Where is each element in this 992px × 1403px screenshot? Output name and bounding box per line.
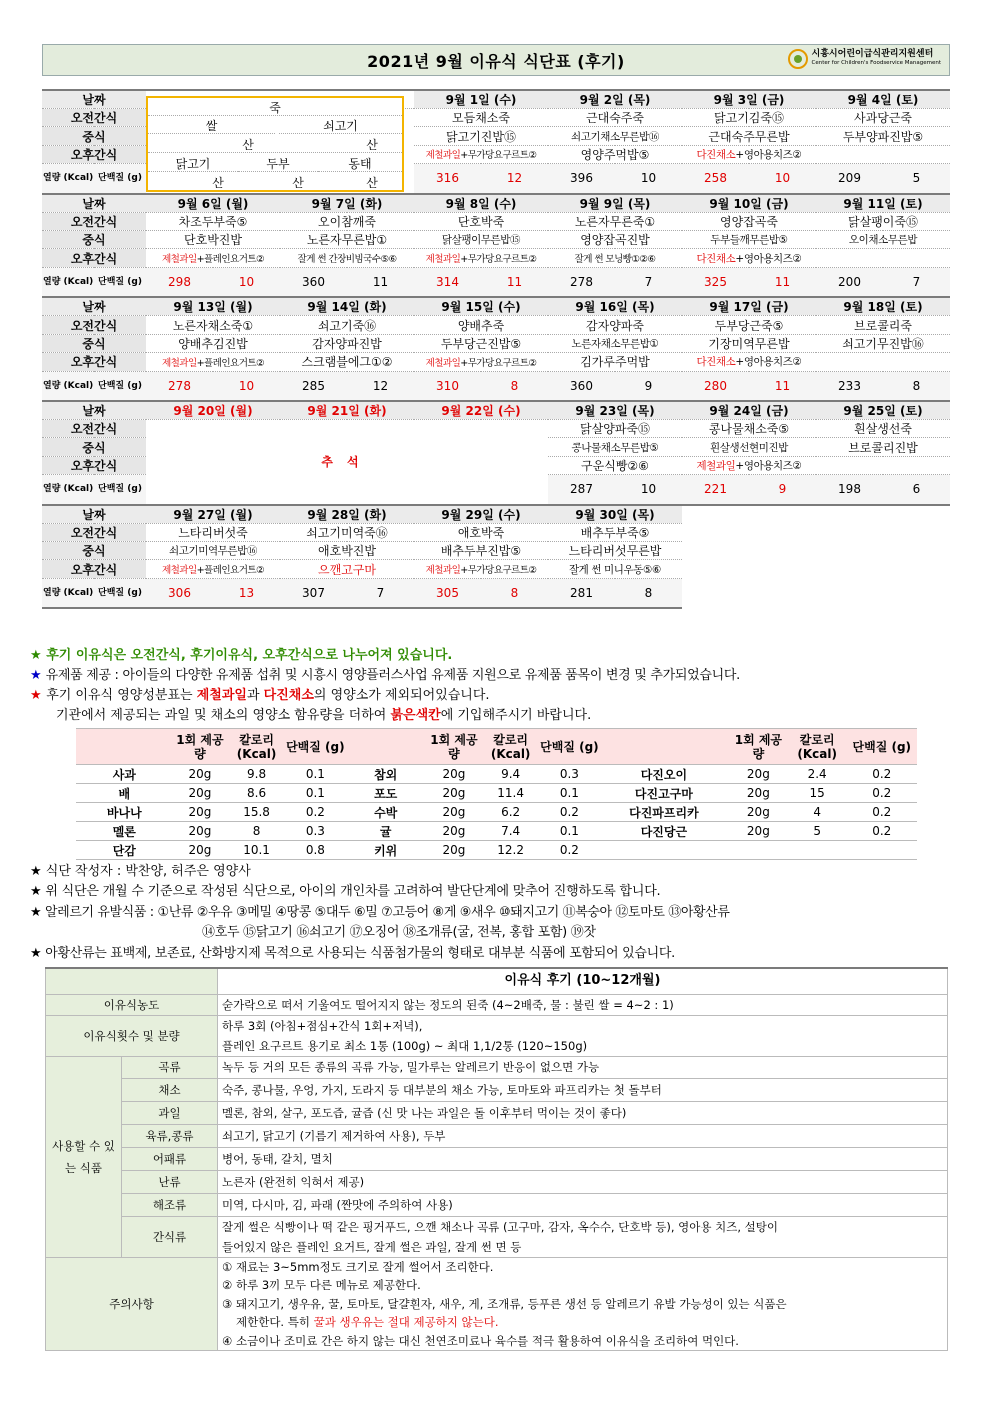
menu-cell: 닭살양파죽⑮	[548, 420, 682, 438]
page-header	[42, 44, 950, 76]
menu-cell: 오이채소무른밥	[816, 231, 950, 249]
menu-cell: 영양잡곡진밥	[548, 231, 682, 249]
menu-cell: 콩나물채소죽⑤	[682, 420, 816, 438]
cal-cell: 278	[146, 371, 213, 401]
footnote-author: ★ 식단 작성자 : 박찬양, 허주은 영양사	[30, 864, 251, 879]
count-label: 이유식횟수 및 분량	[46, 1015, 218, 1056]
legend-rice: 쌀	[148, 117, 275, 134]
date-cell: 9월 15일 (수)	[414, 297, 548, 316]
food-text: 숙주, 콩나물, 우엉, 가지, 도라지 등 대부분의 채소 가능, 토마토와 파프리카는 첫 돌부터	[218, 1078, 948, 1101]
menu-cell: 으깬고구마	[280, 560, 414, 578]
legend-chicken: 닭고기	[148, 155, 238, 172]
menu-cell: 김가루주먹밥	[548, 353, 682, 371]
week3-date-row	[42, 297, 950, 316]
cal-cell: 221	[682, 475, 749, 505]
note-3: ★ 후기 이유식 영양성분표는 제철과일과 다진채소의 영양소가 제외되어있습니다.	[30, 688, 490, 703]
protein-label: 단백질 (g)	[94, 475, 146, 505]
cal-label: 열량 (Kcal)	[42, 475, 94, 505]
week5-pm-row	[42, 560, 950, 578]
menu-cell: 콩나물채소무른밥⑤	[548, 438, 682, 456]
week5-lunch-row	[42, 542, 950, 560]
date-cell: 9월 30일 (목)	[548, 505, 682, 524]
menu-cell	[816, 353, 950, 371]
protein-cell: 8	[883, 371, 950, 401]
menu-cell	[816, 249, 950, 267]
week3-am-row	[42, 316, 950, 334]
date-cell: 9월 10일 (금)	[682, 194, 816, 213]
protein-cell: 9	[749, 475, 816, 505]
cal-cell: 360	[548, 371, 615, 401]
nutrition-row: 사과 20g 9.8 0.1 참외 20g 9.4 0.3 다진오이 20g 2.4 0.2	[76, 765, 917, 784]
menu-cell: 브로콜리죽	[816, 316, 950, 334]
protein-cell: 11	[481, 267, 548, 297]
nutrition-header	[76, 729, 917, 765]
cal-label: 열량 (Kcal)	[42, 164, 94, 194]
menu-cell: 다진채소+영아용치즈②	[682, 353, 816, 371]
cal-cell: 200	[816, 267, 883, 297]
date-label: 날짜	[42, 401, 146, 420]
menu-cell: 감자양파진밥	[280, 334, 414, 352]
density-text: 숟가락으로 떠서 기울여도 떨어지지 않는 정도의 된죽 (4~2배죽, 물 : 불린 쌀 = 4~2 : 1)	[218, 994, 948, 1015]
food-category: 어패류	[122, 1147, 218, 1170]
protein-cell: 8	[481, 578, 548, 608]
protein-label: 단백질 (g)	[94, 267, 146, 297]
menu-cell: 닭살팽이죽⑮	[816, 212, 950, 230]
menu-cell: 제철과일+무가당요구르트②	[414, 249, 548, 267]
cal-cell: 281	[548, 578, 615, 608]
menu-cell	[816, 145, 950, 163]
food-text: 노른자 (완전히 익혀서 제공)	[218, 1170, 948, 1193]
food-category: 과일	[122, 1101, 218, 1124]
menu-cell: 제철과일+무가당요구르트②	[414, 560, 548, 578]
cal-cell: 298	[146, 267, 213, 297]
center-logo	[788, 49, 941, 69]
legend-origin-2: 산	[292, 176, 304, 190]
week2-date-row	[42, 194, 950, 213]
protein-cell: 10	[749, 164, 816, 194]
menu-cell: 느타리버섯죽	[146, 523, 280, 541]
week2-cal-row	[42, 267, 950, 297]
am-label: 오전간식	[42, 523, 146, 541]
legend-tofu: 두부	[238, 155, 318, 172]
note-1: ★ 후기 이유식은 오전간식, 후기이유식, 오후간식으로 나누어져 있습니다.	[30, 648, 453, 663]
date-label: 날짜	[42, 90, 146, 109]
protein-cell: 13	[213, 578, 280, 608]
food-text: 미역, 다시마, 김, 파래 (짠맛에 주의하여 사용)	[218, 1193, 948, 1216]
am-label: 오전간식	[42, 316, 146, 334]
menu-cell: 차조두부죽⑤	[146, 212, 280, 230]
cal-cell: 316	[414, 164, 481, 194]
menu-cell: 제철과일+플레인요거트②	[146, 560, 280, 578]
date-cell: 9월 22일 (수)	[414, 401, 548, 420]
protein-cell: 12	[347, 371, 414, 401]
cal-cell: 360	[280, 267, 347, 297]
pm-label: 오후간식	[42, 353, 146, 371]
week5-cal-row	[42, 578, 950, 608]
menu-cell: 영양잡곡죽	[682, 212, 816, 230]
menu-cell: 스크램블에그①②	[280, 353, 414, 371]
protein-cell: 11	[749, 371, 816, 401]
cal-label: 열량 (Kcal)	[42, 578, 94, 608]
footnote-allergy-2: ⑭호두 ⑮닭고기 ⑯쇠고기 ⑰오징어 ⑱조개류(굴, 전복, 홍합 포함) ⑲잣	[202, 925, 596, 941]
lunch-label: 중식	[42, 334, 146, 352]
menu-cell: 노른자채소무른밥①	[548, 334, 682, 352]
nutrition-row: 바나나 20g 15.8 0.2 수박 20g 6.2 0.2 다진파프리카 20g 4 0.2	[76, 803, 917, 822]
week3-pm-row	[42, 353, 950, 371]
legend-beef-origin: 산	[366, 138, 378, 152]
protein-cell: 8	[481, 371, 548, 401]
date-cell: 9월 8일 (수)	[414, 194, 548, 213]
protein-cell: 5	[883, 164, 950, 194]
menu-cell: 근대숙주무른밥	[682, 127, 816, 145]
menu-cell: 제철과일+플레인요거트②	[146, 249, 280, 267]
menu-cell: 닭살팽이무른밥⑮	[414, 231, 548, 249]
menu-cell: 쇠고기미역무른밥⑯	[146, 542, 280, 560]
date-label: 날짜	[42, 505, 146, 524]
menu-cell: 배추두부진밥⑤	[414, 542, 548, 560]
cal-cell: 233	[816, 371, 883, 401]
footnote-age: ★ 위 식단은 개월 수 기준으로 작성된 식단으로, 아이의 개인차를 고려하여 발단단계에 맞추어 진행하도록 합니다.	[30, 884, 661, 900]
date-cell: 9월 18일 (토)	[816, 297, 950, 316]
menu-cell: 노른자무른죽①	[548, 212, 682, 230]
center-name: 시흥시어린이급식관리지원센터	[811, 49, 934, 59]
legend-beef: 쇠고기	[279, 117, 402, 134]
date-cell: 9월 24일 (금)	[682, 401, 816, 420]
menu-cell: 양배추죽	[414, 316, 548, 334]
week5-date-row	[42, 505, 950, 524]
week2-lunch-row	[42, 231, 950, 249]
menu-cell: 근대숙주죽	[548, 109, 682, 127]
protein-cell: 11	[749, 267, 816, 297]
protein-cell: 10	[615, 475, 682, 505]
menu-cell	[816, 456, 950, 474]
date-cell: 9월 27일 (월)	[146, 505, 280, 524]
week2-pm-row	[42, 249, 950, 267]
cal-cell: 306	[146, 578, 213, 608]
menu-cell: 애호박진밥	[280, 542, 414, 560]
menu-cell: 두부양파진밥⑤	[816, 127, 950, 145]
guide-title: 이유식 후기 (10~12개월)	[218, 968, 948, 994]
am-label: 오전간식	[42, 420, 146, 438]
pm-label: 오후간식	[42, 456, 146, 474]
menu-cell: 닭고기진밥⑮	[414, 127, 548, 145]
foods-label: 사용할 수 있는 식품	[46, 1056, 122, 1257]
protein-cell: 11	[347, 267, 414, 297]
menu-cell: 흰살생선현미진밥	[682, 438, 816, 456]
date-label: 날짜	[42, 194, 146, 213]
date-cell: 9월 25일 (토)	[816, 401, 950, 420]
nutrition-row: 단감 20g 10.1 0.8 키위 20g 12.2 0.2	[76, 841, 917, 860]
protein-cell: 7	[615, 267, 682, 297]
protein-label: 단백질 (g)	[94, 164, 146, 194]
protein-cell: 9	[615, 371, 682, 401]
date-cell: 9월 23일 (목)	[548, 401, 682, 420]
serving-header: 1회 제공량	[173, 729, 228, 765]
menu-cell: 두부들깨무른밥⑤	[682, 231, 816, 249]
origin-legend	[146, 96, 404, 192]
menu-cell: 닭고기김죽⑮	[682, 109, 816, 127]
am-label: 오전간식	[42, 212, 146, 230]
menu-cell: 다진채소+영아용치즈②	[682, 249, 816, 267]
date-cell: 9월 4일 (토)	[816, 90, 950, 109]
protein-header: 단백질 (g)	[286, 729, 345, 765]
nutrition-row: 멜론 20g 8 0.3 귤 20g 7.4 0.1 다진당근 20g 5 0.2	[76, 822, 917, 841]
cal-label: 열량 (Kcal)	[42, 267, 94, 297]
protein-label: 단백질 (g)	[94, 578, 146, 608]
star-icon: ★	[30, 648, 47, 663]
date-cell: 9월 21일 (화)	[280, 401, 414, 420]
date-cell: 9월 1일 (수)	[414, 90, 548, 109]
star-icon: ★	[30, 688, 47, 703]
caution-text: ① 재료는 3~5mm정도 크기로 잘게 썰어서 조리한다. ② 하루 3끼 모두 다른 메뉴로 제공한다. ③ 돼지고기, 생우유, 꿀, 토마토, 달걀흰자, 새우, 게, 조개류, 등푸른 생선 등 알레르기 유발 가능성이 있는 식품은 제한한다. 특히 꿀과 생우유는 절대 제공하지 않는다. ④ 소금이나 조미료 간은 하지 않는 대신 천연조미료나 육수를 적극 활용하여 이유식을 조리하여 먹인다.	[218, 1257, 948, 1351]
cal-cell: 305	[414, 578, 481, 608]
date-cell: 9월 29일 (수)	[414, 505, 548, 524]
star-icon: ★	[30, 668, 46, 683]
protein-header: 단백질 (g)	[847, 729, 917, 765]
cal-cell: 314	[414, 267, 481, 297]
date-cell: 9월 14일 (화)	[280, 297, 414, 316]
legend-porridge: 죽	[148, 99, 402, 116]
footnotes-section	[30, 862, 960, 964]
food-category: 육류,콩류	[122, 1124, 218, 1147]
snack-category: 간식류	[122, 1216, 218, 1257]
lunch-label: 중식	[42, 127, 146, 145]
kcal-header: 칼로리 (Kcal)	[227, 729, 286, 765]
caution-label: 주의사항	[46, 1257, 218, 1351]
note-2: ★ 유제품 제공 : 아이들의 다양한 유제품 섭취 및 시흥시 영양플러스사업 유제품 지원으로 유제품 품목이 변경 및 추가되었습니다.	[30, 668, 740, 683]
date-label: 날짜	[42, 297, 146, 316]
menu-cell: 노른자채소죽①	[146, 316, 280, 334]
food-text: 쇠고기, 닭고기 (기름기 제거하여 사용), 두부	[218, 1124, 948, 1147]
notes-section	[30, 646, 960, 726]
legend-origin-1: 산	[212, 176, 224, 190]
week2-am-row	[42, 212, 950, 230]
pm-label: 오후간식	[42, 560, 146, 578]
protein-cell: 10	[213, 267, 280, 297]
menu-cell: 감자양파죽	[548, 316, 682, 334]
week5-am-row	[42, 523, 950, 541]
center-logo-icon	[788, 49, 808, 69]
protein-cell: 6	[883, 475, 950, 505]
date-cell: 9월 13일 (월)	[146, 297, 280, 316]
menu-cell: 배추두부죽⑤	[548, 523, 682, 541]
nutrition-table	[76, 728, 917, 860]
week4-date-row	[42, 401, 950, 420]
menu-cell: 쇠고기죽⑯	[280, 316, 414, 334]
week3-cal-row	[42, 371, 950, 401]
cal-cell: 287	[548, 475, 615, 505]
menu-cell: 흰살생선죽	[816, 420, 950, 438]
footnote-sulfite: ★ 아황산류는 표백제, 보존료, 산화방지제 목적으로 사용되는 식품첨가물의 형태로 대부분 식품에 포함되어 있습니다.	[30, 945, 675, 961]
food-text: 멜론, 참외, 살구, 포도즙, 귤즙 (신 맛 나는 과일은 돌 이후부터 먹이는 것이 좋다)	[218, 1101, 948, 1124]
cal-cell: 310	[414, 371, 481, 401]
menu-cell: 쇠고기무진밥⑯	[816, 334, 950, 352]
snack-text: 잘게 썰은 식빵이나 떡 같은 핑거푸드, 으깬 채소나 곡류 (고구마, 감자, 옥수수, 단호박 등), 영아용 치즈, 설탕이 들어있지 않은 플레인 요거트, 잘게 썰은 과일, 잘게 썬 면 등	[218, 1216, 948, 1257]
count-text: 하루 3회 (아침+점심+간식 1회+저녁), 플레인 요구르트 용기로 최소 1통 (100g) ~ 최대 1,1/2통 (120~150g)	[218, 1015, 948, 1056]
pm-label: 오후간식	[42, 249, 146, 267]
note-4: 기관에서 제공되는 과일 및 채소의 영양소 함유량을 더하여 붉은색칸에 기입해주시기 바랍니다.	[56, 708, 592, 723]
date-cell: 9월 3일 (금)	[682, 90, 816, 109]
protein-cell: 12	[481, 164, 548, 194]
serving-header: 1회 제공량	[427, 729, 482, 765]
food-category: 곡류	[122, 1056, 218, 1078]
menu-cell: 쇠고기채소무른밥⑯	[548, 127, 682, 145]
menu-cell: 오이참깨죽	[280, 212, 414, 230]
cal-label: 열량 (Kcal)	[42, 371, 94, 401]
legend-origin-3: 산	[366, 176, 378, 190]
menu-cell: 기장미역무른밥	[682, 334, 816, 352]
date-cell: 9월 2일 (목)	[548, 90, 682, 109]
food-category: 난류	[122, 1170, 218, 1193]
nutrition-row: 배 20g 8.6 0.1 포도 20g 11.4 0.1 다진고구마 20g 15 0.2	[76, 784, 917, 803]
star-icon: ★	[30, 904, 45, 920]
serving-header: 1회 제공량	[729, 729, 788, 765]
menu-cell: 다진채소+영아용치즈②	[682, 145, 816, 163]
holiday-label: 추석	[146, 420, 548, 505]
date-cell: 9월 7일 (화)	[280, 194, 414, 213]
center-name-eng: Center for Children's Foodservice Management	[811, 60, 941, 66]
protein-cell: 7	[883, 267, 950, 297]
protein-header: 단백질 (g)	[540, 729, 599, 765]
star-icon: ★	[30, 945, 46, 961]
week3-lunch-row	[42, 334, 950, 352]
legend-pollack: 동태	[318, 155, 402, 172]
star-icon: ★	[30, 884, 46, 900]
protein-cell: 7	[347, 578, 414, 608]
pm-label: 오후간식	[42, 145, 146, 163]
menu-cell: 제철과일+무가당요구르트②	[414, 145, 548, 163]
cal-cell: 325	[682, 267, 749, 297]
cal-cell: 278	[548, 267, 615, 297]
protein-label: 단백질 (g)	[94, 371, 146, 401]
menu-cell: 양배추김진밥	[146, 334, 280, 352]
cal-cell: 285	[280, 371, 347, 401]
menu-cell: 느타리버섯무른밥	[548, 542, 682, 560]
cal-cell: 209	[816, 164, 883, 194]
cal-cell: 198	[816, 475, 883, 505]
menu-cell: 사과당근죽	[816, 109, 950, 127]
date-cell: 9월 11일 (토)	[816, 194, 950, 213]
kcal-header: 칼로리 (Kcal)	[788, 729, 847, 765]
menu-cell: 단호박진밥	[146, 231, 280, 249]
menu-cell: 잘게 썬 모닝빵①②⑥	[548, 249, 682, 267]
cal-cell: 307	[280, 578, 347, 608]
week4-am-row	[42, 420, 950, 438]
menu-cell: 단호박죽	[414, 212, 548, 230]
food-category: 해조류	[122, 1193, 218, 1216]
protein-cell: 10	[615, 164, 682, 194]
protein-cell: 8	[615, 578, 682, 608]
guide-table	[45, 967, 948, 1351]
menu-cell: 구운식빵②⑥	[548, 456, 682, 474]
lunch-label: 중식	[42, 542, 146, 560]
cal-cell: 396	[548, 164, 615, 194]
date-cell: 9월 28일 (화)	[280, 505, 414, 524]
date-cell: 9월 17일 (금)	[682, 297, 816, 316]
date-cell: 9월 9일 (목)	[548, 194, 682, 213]
kcal-header: 칼로리 (Kcal)	[481, 729, 540, 765]
food-text: 녹두 등 거의 모든 종류의 곡류 가능, 밀가루는 알레르기 반응이 없으면 가능	[218, 1056, 948, 1078]
page-title: 2021년 9월 이유식 식단표 (후기)	[367, 51, 625, 71]
menu-cell: 제철과일+무가당요구르트②	[414, 353, 548, 371]
cal-cell: 280	[682, 371, 749, 401]
menu-cell: 두부당근진밥⑤	[414, 334, 548, 352]
food-category: 채소	[122, 1078, 218, 1101]
star-icon: ★	[30, 864, 46, 879]
menu-cell: 노른자무른밥①	[280, 231, 414, 249]
menu-cell: 쇠고기미역죽⑯	[280, 523, 414, 541]
footnote-allergy: ★ 알레르기 유발식품 : ①난류 ②우유 ③메밀 ④땅콩 ⑤대두 ⑥밀 ⑦고등어 ⑧게 ⑨새우 ⑩돼지고기 ⑪복숭아 ⑫토마토 ⑬아황산류	[30, 904, 730, 920]
menu-cell: 모듬채소죽	[414, 109, 548, 127]
date-cell: 9월 16일 (목)	[548, 297, 682, 316]
menu-cell: 제철과일+영아용치즈②	[682, 456, 816, 474]
cal-cell: 258	[682, 164, 749, 194]
density-label: 이유식농도	[46, 994, 218, 1015]
lunch-label: 중식	[42, 438, 146, 456]
menu-cell: 브로콜리진밥	[816, 438, 950, 456]
date-cell: 9월 6일 (월)	[146, 194, 280, 213]
food-text: 병어, 동태, 갈치, 멸치	[218, 1147, 948, 1170]
menu-cell: 애호박죽	[414, 523, 548, 541]
menu-cell: 제철과일+플레인요거트②	[146, 353, 280, 371]
menu-cell: 잘게 썬 간장비빔국수⑤⑥	[280, 249, 414, 267]
menu-cell: 두부당근죽⑤	[682, 316, 816, 334]
protein-cell: 10	[213, 371, 280, 401]
menu-cell: 영양주먹밥⑤	[548, 145, 682, 163]
menu-cell: 잘게 썬 미니우동⑤⑥	[548, 560, 682, 578]
am-label: 오전간식	[42, 109, 146, 127]
date-cell: 9월 20일 (월)	[146, 401, 280, 420]
legend-rice-origin: 산	[242, 138, 254, 152]
lunch-label: 중식	[42, 231, 146, 249]
